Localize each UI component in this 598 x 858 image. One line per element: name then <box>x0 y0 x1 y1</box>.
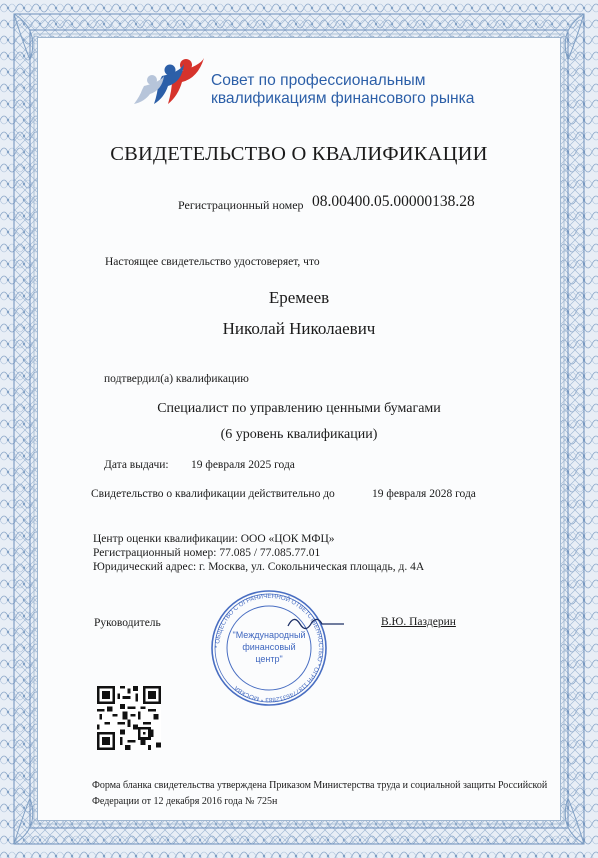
holder-given-names: Николай Николаевич <box>222 319 376 338</box>
valid-until-label: Свидетельство о квалификации действительно до <box>91 488 335 500</box>
valid-until-date: 19 февраля 2028 года <box>372 488 476 500</box>
signatory-label: Руководитель <box>94 617 161 629</box>
issue-date: 19 февраля 2025 года <box>191 459 295 471</box>
holder-surname: Еремеев <box>268 288 330 307</box>
stamp-center-text-1: "Международный <box>232 630 306 640</box>
council-logo-text <box>211 72 474 108</box>
document-title: СВИДЕТЕЛЬСТВО О КВАЛИФИКАЦИИ <box>110 143 488 165</box>
org-name-line-1: Совет по профессиональным <box>211 72 426 89</box>
stamp-center-text-3: центр" <box>255 654 283 664</box>
registration-number: 08.00400.05.00000138.28 <box>312 193 475 210</box>
org-name-line-2: квалификациям финансового рынка <box>211 90 475 107</box>
footer-line-2: Федерации от 12 декабря 2016 года № 725н <box>92 796 278 807</box>
confirmed-text: подтвердил(а) квалификацию <box>104 373 249 385</box>
assessment-center-address: Юридический адрес: г. Москва, ул. Сокольническая площадь, д. 4А <box>93 561 425 573</box>
footer-line-1: Форма бланка свидетельства утверждена Приказом Министерства труда и социальной защиты Российской <box>92 780 548 791</box>
official-stamp <box>206 588 332 708</box>
stamp-ring-text: * ОБЩЕСТВО С ОГРАНИЧЕННОЙ ОТВЕТСТВЕННОСТЬЮ * ОГРН 1187746312883 * МОСКВА <box>213 592 325 704</box>
issue-date-label: Дата выдачи: <box>104 459 169 471</box>
registration-label: Регистрационный номер <box>178 198 304 212</box>
footer-note <box>92 778 562 810</box>
council-logo-icon <box>128 56 206 106</box>
signatory-name: В.Ю. Паздерин <box>381 616 456 628</box>
stamp-center-text-2: финансовый <box>242 642 296 652</box>
handwritten-signature <box>286 612 346 632</box>
assessment-center-reg: Регистрационный номер: 77.085 / 77.085.77.01 <box>93 547 321 559</box>
qualification-name: Специалист по управлению ценными бумагами <box>157 401 441 416</box>
qr-code[interactable] <box>97 686 161 750</box>
assessment-center-name: Центр оценки квалификации: ООО «ЦОК МФЦ» <box>93 533 335 545</box>
certifies-text: Настоящее свидетельство удостоверяет, что <box>105 256 320 268</box>
qualification-level: (6 уровень квалификации) <box>220 427 378 442</box>
